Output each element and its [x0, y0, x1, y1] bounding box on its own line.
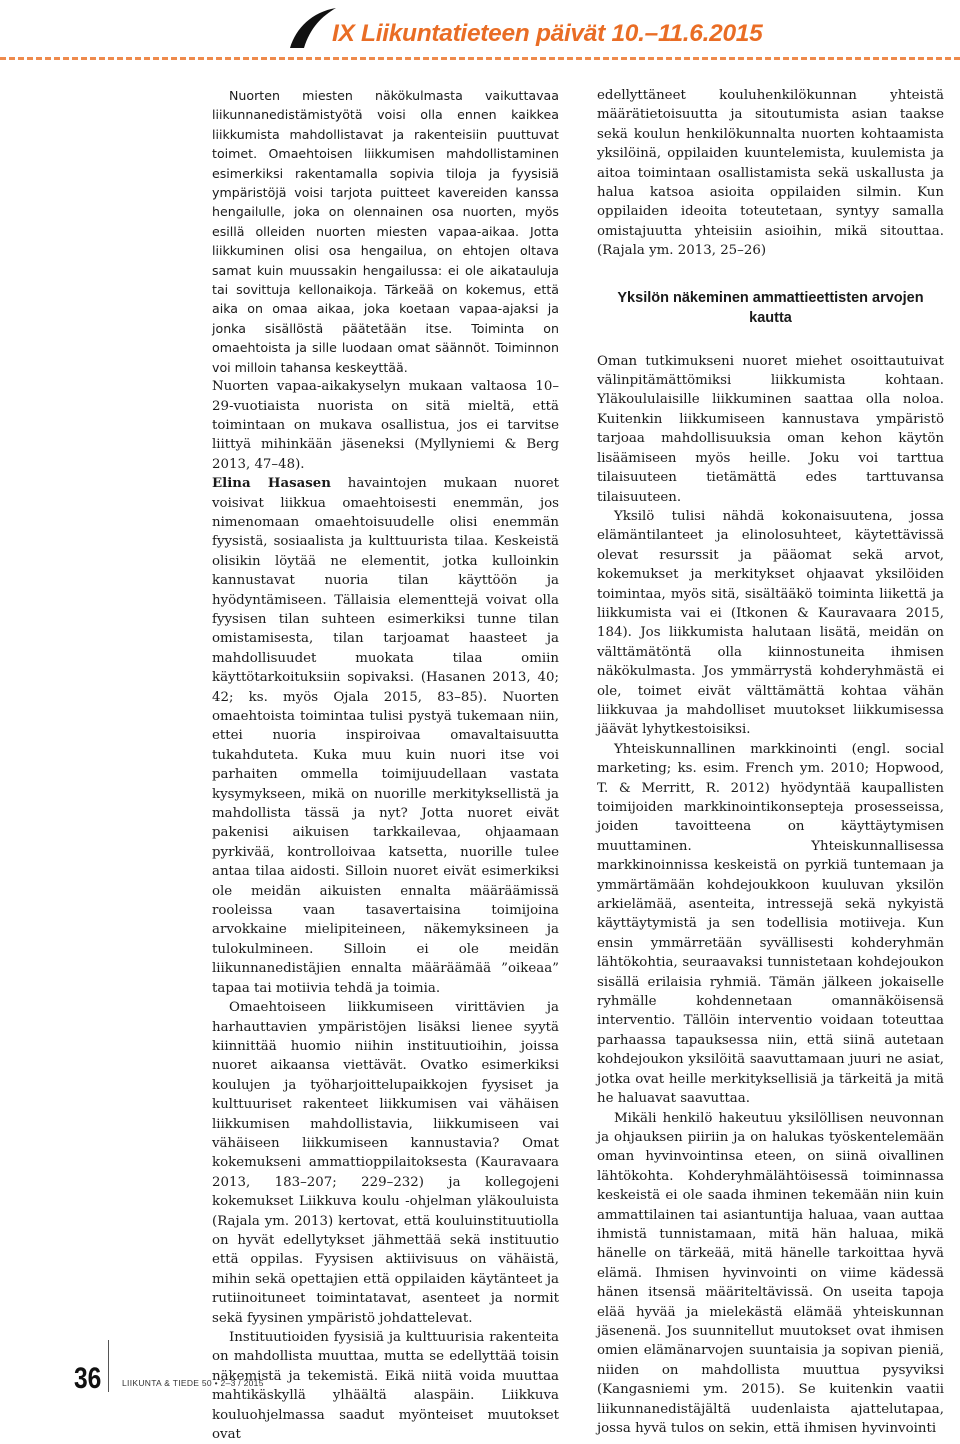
paragraph: Nuorten vapaa-aikakyselyn mukaan valtaosa 10–29-vuotiaista nuorista on sitä mieltä, että toimintaan on mukava osallistua, jos ei tarvitse liittyä mihinkään jäseneksi (Myllyniemi & Berg 2013, 47–48). [212, 379, 559, 472]
paragraph: Mikäli henkilö hakeutuu yksilöllisen neuvonnan ja ohjauksen piiriin ja on halukas työskentelemään oman hyvinvointinsa eteen, on siinä oivallinen lähtökohta. Kohderyhmälähtöisessä toiminnassa keskeistä ei ole saada ihminen tekemään niin kuin ammattilainen tai asiantuntija haluaa, vaan auttaa ihmistä tunnistamaan, mitä hän haluaa, mikä hänelle on tärkeää, mitä hänelle tarkoittaa hyvä elämä. Ihmisen hyvinvointi on viime kädessä hänen itsensä määriteltävissä. On useita tapoja elää hyvää ja mielekästä elämää yhteiskunnan jäsenenä. Jos suunnitellut muutokset ovat ihmisen omien elämänarvojen suuntaisia ja sopivan pieniä, niiden on mahdollista muuttua pysyviksi (Kangasniemi ym. 2015). Se kuitenkin vaatii liikunnanedistäjältä uudenlaista ajattelutapaa, jossa hyvä tulos on sekin, että ihmisen hyvinvointi [597, 1110, 944, 1436]
paragraph-text: havaintojen mukaan nuoret voisivat liikkua omaehtoisesti enemmän, jos nimenomaan omaehtoisuudelle olisi enemmän fyysistä, sosiaalista ja kulttuurista tilaa. Keskeistä olisikin löytää ne elementit, jotka kulloinkin kannustavat nuoria tilan käyttöön ja hyödyntämiseen. Tällaisia elementtejä voivat olla fyysisen tilan suhteen esimerkiksi tunne tilan omistamisesta, tilan tarjoamat haasteet ja mahdollisuudet muokata tilaa omiin käyttötarkoituksiin sopivaksi. (Hasanen 2013, 40; 42; ks. myös Ojala 2015, 83–85). Nuorten omaehtoista toimintaa tulisi pystyä tukemaan niin, ettei nuoria inspiroivaa omavaltaisuutta tukahduteta. Kuka muu kuin nuori itse voi parhaiten ommella toimijuudellaan vastata kysymykseen, mikä on nuorille merkityksellistä ja mahdollista tässä ja nyt? Jotta nuoret eivät pakenisi aikuisen tarkkailevaa, ohjaamaan pyrkivää, kontrolloivaa katsetta, nuorille tulee antaa tilaa aidosti. Silloin nuoret eivät esimerkiksi ole meidän aikuisten ennalta määräämissä rooleissa vaan tasavertaisina toimijoina arvokkaine mielipiteineen, näkemyksineen ja tulokulmineen. Silloin ei ole meidän liikunnanedistäjien ennalta määräämää ”oikeaa” tapaa tai motiivia tehdä ja toimia. [212, 476, 559, 996]
page-number: 36 [74, 1362, 102, 1395]
paragraph: Omaehtoiseen liikkumiseen virittävien ja harhauttavien ympäristöjen lisäksi lienee syytä kiinnittää huomio niihin instituutioihin, joissa nuoret aikaansa viettävät. Ovatko esimerkiksi koulujen ja työharjoittelupaikkojen fyysiset ja kulttuuriset rakenteet liikkumisen vai vähäisen liikkumisen mahdollistavia, liikkumiseen vai vähäiseen liikkumiseen kannustavia? Omat kokemukseni ammattioppilaitoksesta (Kauravaara 2013, 183–207; 229–232) ja kollegojeni kokemukset Liikkuva koulu -ohjelman yläkouluista (Rajala ym. 2013) kertovat, että kouluinstituutiolla on hyvät edellytykset jähmettää sekä instituutio että oppilas. Fyysisen aktiivisuus on vähäistä, mihin sekä opettajien että oppilaiden käytänteet ja rutiinoituneet toimintatavat, asenteet ja normit sekä fyysinen ympäristö johdattelevat. [212, 1000, 559, 1326]
section-heading: Yksilön näkeminen ammattieettisten arvojen kautta [617, 289, 924, 326]
paragraph: Yksilö tulisi nähdä kokonaisuutena, jossa elämäntilanteet ja elinolosuhteet, käytettävissä olevat resurssit ja pääomat sekä arvot, kokemukset ja merkitykset ohjaavat yksilöiden toimintaa, myös sitä, sisältääkö toiminta liikettä ja liikkumista vai ei (Itkonen & Kauravaara 2015, 184). Jos liikkumista halutaan lisätä, meidän on välttämätöntä olla kiinnostuneita ihmisen näkökulmasta. Jos ymmärrystä kohderyhmästä ei ole, toimet eivät välttämättä kohtaa vähän liikkuvaa ja mahdolliset muutokset liikkumisessa jäävät lyhytkestoisiksi. [597, 508, 944, 738]
paragraph: Instituutioiden fyysisiä ja kulttuurisia rakenteita on mahdollista muuttaa, mutta se edellyttää toisin näkemistä ja tekemistä. Eikä niitä voida muuttaa mahtikäskyllä ylhäältä alaspäin. Liikkuva kouluohjelmassa saadut myönteiset muutokset ovat [212, 1330, 559, 1443]
paragraph: edellyttäneet kouluhenkilökunnan yhteistä määrätietoisuutta ja sitoutumista asian taakse sekä koulun henkilökunnalta nuorten kohtaamista yksilöinä, oppilaiden kuuntelemista, kuulemista ja aitoa toimintaan osallistamista sekä uskallusta ja halua katsoa asioita oppilaiden silmin. Kun oppilaiden ideoita toteutetaan, syntyy samalla omistajuutta yhteisiin asioihin, mikä sitouttaa. (Rajala ym. 2013, 25–26) [597, 88, 944, 259]
journal-name: LIIKUNTA & TIEDE 50 • 2–3 / 2015 [122, 1378, 264, 1388]
right-column [597, 86, 944, 1438]
paragraph: Oman tutkimukseni nuoret miehet osoittautuivat välinpitämättömiksi liikkumista kohtaan. Yläkoululaisille liikkuminen saattaa olla noloa. Kuitenkin liikkumiseen kannustava ympäristö tarjoaa mahdollisuuksia oman kehon käytön lisäämiseen myös heille. Joku voi tarttua tilaisuuteen tietämättä edes tarttuvansa tilaisuuteen. [597, 353, 944, 505]
paragraph: Nuorten miesten näkökulmasta vaikuttavaa liikunnanedistämistyötä voisi olla ennen kaikkea liikkumista mahdollistavat ja rakenteisiin puuttuvat toimet. Omaehtoisen liikkumisen mahdollistaminen esimerkiksi rakentamalla sopivia tiloja ja fyysisiä ympäristöjä voisi tarjota puitteet kavereiden kanssa hengailulle, joka on olennainen osa nuorten, myös esillä olleiden nuorten miesten vapaa-aikaa. Jotta liikkuminen olisi osa hengailua, on ehtojen oltava samat kuin muussakin hengailussa: ei ole aikatauluja tai sovittuja kellonaikoja. Tärkeää on kokemus, että aika on omaa aikaa, joka koetaan vapaa-ajaksi ja jonka sisällöstä päätetään itse. Toiminta on omaehtoista ja sille luodaan omat säännöt. Toiminnon voi milloin tahansa keskeyttää. [212, 88, 559, 375]
footer-divider [108, 1340, 109, 1392]
header-divider [0, 57, 960, 60]
highlighted-name: Elina Hasasen [212, 475, 331, 492]
swoosh-logo-icon [288, 6, 338, 50]
left-column [212, 86, 559, 1444]
paragraph: Yhteiskunnallinen markkinointi (engl. social marketing; ks. esim. French ym. 2010; Hopwood, T. & Merritt, R. 2012) hyödyntää kaupallisten toimijoiden markkinointikonsepteja prosesseissa, joiden tavoitteena on käyttäytymisen muuttaminen. Yhteiskunnallisessa markkinoinnissa keskeistä on pyrkiä tuntemaan ja ymmärtämään kohdejoukkoon kuuluvan yksilön arkielämää, asenteita, intressejä sekä nykyistä käyttäytymistä ja sen todellisia motiiveja. Kun ensin ymmärretään syvällisesti kohderyhmän lähtökohtia, seuraavaksi tunnistetaan kohdejoukon sisällä erilaisia ryhmiä. Tämän jälkeen jokaiselle ryhmälle kohdennetaan omannäköisensä interventio. Tällöin interventio voidaan toteuttaa parhaassa tapauksessa niin, että siinä autetaan kohdejoukon yksilöitä saavuttamaan juuri ne asiat, jotka ovat heille merkityksellisiä ja tärkeitä ja mitä he haluavat saavuttaa. [597, 741, 944, 1107]
event-title: IX Liikuntatieteen päivät 10.–11.6.2015 [332, 20, 763, 47]
paragraph [212, 474, 559, 998]
